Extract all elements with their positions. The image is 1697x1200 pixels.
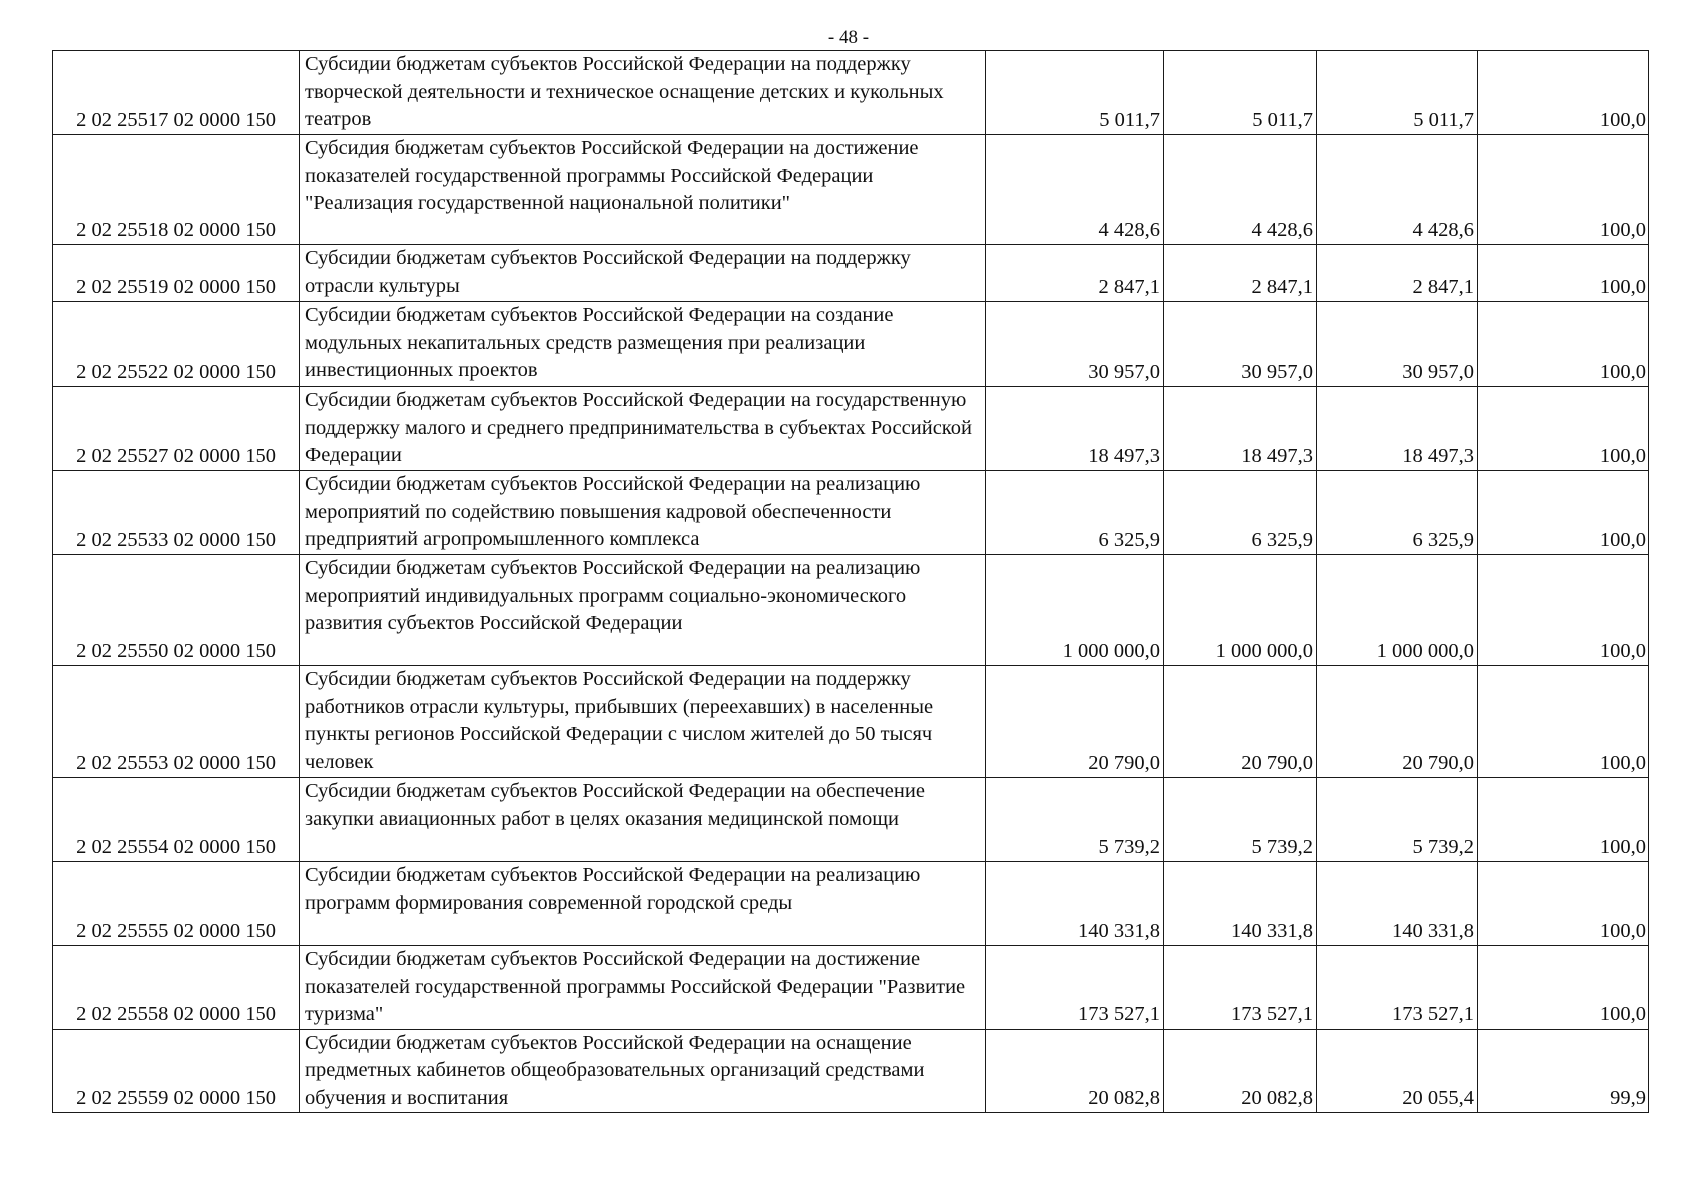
budget-code-cell: 2 02 25554 02 0000 150	[53, 778, 300, 862]
revenue-name-cell: Субсидии бюджетам субъектов Российской Федерации на государственную поддержку малого и среднего предпринимательства в субъектах Российской Федерации	[300, 387, 986, 471]
budget-revenue-table	[52, 50, 1649, 1113]
executed-amount-cell: 6 325,9	[1317, 471, 1478, 555]
executed-amount-cell: 4 428,6	[1317, 135, 1478, 245]
execution-percent-cell: 100,0	[1478, 862, 1649, 946]
execution-percent-cell: 100,0	[1478, 135, 1649, 245]
budget-code-cell: 2 02 25559 02 0000 150	[53, 1029, 300, 1113]
refined-amount-cell: 18 497,3	[1164, 387, 1317, 471]
revenue-name-cell: Субсидия бюджетам субъектов Российской Федерации на достижение показателей государственной программы Российской Федерации "Реализация государственной национальной политики"	[300, 135, 986, 245]
refined-amount-cell: 5 739,2	[1164, 778, 1317, 862]
approved-amount-cell: 20 790,0	[986, 666, 1164, 778]
approved-amount-cell: 140 331,8	[986, 862, 1164, 946]
executed-amount-cell: 5 739,2	[1317, 778, 1478, 862]
execution-percent-cell: 100,0	[1478, 471, 1649, 555]
executed-amount-cell: 18 497,3	[1317, 387, 1478, 471]
budget-code-cell: 2 02 25517 02 0000 150	[53, 51, 300, 135]
approved-amount-cell: 6 325,9	[986, 471, 1164, 555]
revenue-name-cell: Субсидии бюджетам субъектов Российской Федерации на реализацию программ формирования современной городской среды	[300, 862, 986, 946]
executed-amount-cell: 20 790,0	[1317, 666, 1478, 778]
execution-percent-cell: 99,9	[1478, 1029, 1649, 1113]
refined-amount-cell: 1 000 000,0	[1164, 555, 1317, 666]
refined-amount-cell: 2 847,1	[1164, 245, 1317, 302]
refined-amount-cell: 6 325,9	[1164, 471, 1317, 555]
approved-amount-cell: 20 082,8	[986, 1029, 1164, 1113]
execution-percent-cell: 100,0	[1478, 555, 1649, 666]
approved-amount-cell: 5 011,7	[986, 51, 1164, 135]
revenue-name-cell: Субсидии бюджетам субъектов Российской Федерации на оснащение предметных кабинетов общеобразовательных организаций средствами обучения и воспитания	[300, 1029, 986, 1113]
executed-amount-cell: 2 847,1	[1317, 245, 1478, 302]
executed-amount-cell: 140 331,8	[1317, 862, 1478, 946]
table-row	[53, 1029, 1649, 1113]
refined-amount-cell: 4 428,6	[1164, 135, 1317, 245]
table-row	[53, 862, 1649, 946]
approved-amount-cell: 173 527,1	[986, 946, 1164, 1030]
execution-percent-cell: 100,0	[1478, 302, 1649, 387]
refined-amount-cell: 20 082,8	[1164, 1029, 1317, 1113]
approved-amount-cell: 18 497,3	[986, 387, 1164, 471]
table-row	[53, 245, 1649, 302]
executed-amount-cell: 30 957,0	[1317, 302, 1478, 387]
revenue-name-cell: Субсидии бюджетам субъектов Российской Федерации на реализацию мероприятий по содействию повышения кадровой обеспеченности предприятий агропромышленного комплекса	[300, 471, 986, 555]
budget-code-cell: 2 02 25522 02 0000 150	[53, 302, 300, 387]
execution-percent-cell: 100,0	[1478, 51, 1649, 135]
budget-code-cell: 2 02 25519 02 0000 150	[53, 245, 300, 302]
revenue-name-cell: Субсидии бюджетам субъектов Российской Федерации на поддержку творческой деятельности и техническое оснащение детских и кукольных театров	[300, 51, 986, 135]
budget-code-cell: 2 02 25518 02 0000 150	[53, 135, 300, 245]
execution-percent-cell: 100,0	[1478, 245, 1649, 302]
execution-percent-cell: 100,0	[1478, 778, 1649, 862]
refined-amount-cell: 20 790,0	[1164, 666, 1317, 778]
executed-amount-cell: 5 011,7	[1317, 51, 1478, 135]
refined-amount-cell: 173 527,1	[1164, 946, 1317, 1030]
revenue-name-cell: Субсидии бюджетам субъектов Российской Федерации на поддержку отрасли культуры	[300, 245, 986, 302]
execution-percent-cell: 100,0	[1478, 387, 1649, 471]
execution-percent-cell: 100,0	[1478, 666, 1649, 778]
budget-code-cell: 2 02 25533 02 0000 150	[53, 471, 300, 555]
refined-amount-cell: 30 957,0	[1164, 302, 1317, 387]
table-row	[53, 387, 1649, 471]
page-number: - 48 -	[827, 27, 870, 48]
table-row	[53, 946, 1649, 1030]
executed-amount-cell: 1 000 000,0	[1317, 555, 1478, 666]
budget-code-cell: 2 02 25553 02 0000 150	[53, 666, 300, 778]
budget-code-cell: 2 02 25555 02 0000 150	[53, 862, 300, 946]
executed-amount-cell: 173 527,1	[1317, 946, 1478, 1030]
table-row	[53, 302, 1649, 387]
table-row	[53, 666, 1649, 778]
approved-amount-cell: 4 428,6	[986, 135, 1164, 245]
approved-amount-cell: 1 000 000,0	[986, 555, 1164, 666]
budget-code-cell: 2 02 25527 02 0000 150	[53, 387, 300, 471]
revenue-name-cell: Субсидии бюджетам субъектов Российской Федерации на реализацию мероприятий индивидуальных программ социально-экономического развития субъектов Российской Федерации	[300, 555, 986, 666]
revenue-name-cell: Субсидии бюджетам субъектов Российской Федерации на создание модульных некапитальных средств размещения при реализации инвестиционных проектов	[300, 302, 986, 387]
revenue-name-cell: Субсидии бюджетам субъектов Российской Федерации на достижение показателей государственной программы Российской Федерации "Развитие туризма"	[300, 946, 986, 1030]
execution-percent-cell: 100,0	[1478, 946, 1649, 1030]
budget-code-cell: 2 02 25558 02 0000 150	[53, 946, 300, 1030]
approved-amount-cell: 2 847,1	[986, 245, 1164, 302]
table-row	[53, 51, 1649, 135]
approved-amount-cell: 30 957,0	[986, 302, 1164, 387]
approved-amount-cell: 5 739,2	[986, 778, 1164, 862]
table-row	[53, 778, 1649, 862]
refined-amount-cell: 5 011,7	[1164, 51, 1317, 135]
executed-amount-cell: 20 055,4	[1317, 1029, 1478, 1113]
table-row	[53, 135, 1649, 245]
revenue-name-cell: Субсидии бюджетам субъектов Российской Федерации на обеспечение закупки авиационных работ в целях оказания медицинской помощи	[300, 778, 986, 862]
revenue-name-cell: Субсидии бюджетам субъектов Российской Федерации на поддержку работников отрасли культуры, прибывших (переехавших) в населенные пункты регионов Российской Федерации с числом жителей до 50 тысяч человек	[300, 666, 986, 778]
table-row	[53, 471, 1649, 555]
table-row	[53, 555, 1649, 666]
refined-amount-cell: 140 331,8	[1164, 862, 1317, 946]
budget-code-cell: 2 02 25550 02 0000 150	[53, 555, 300, 666]
